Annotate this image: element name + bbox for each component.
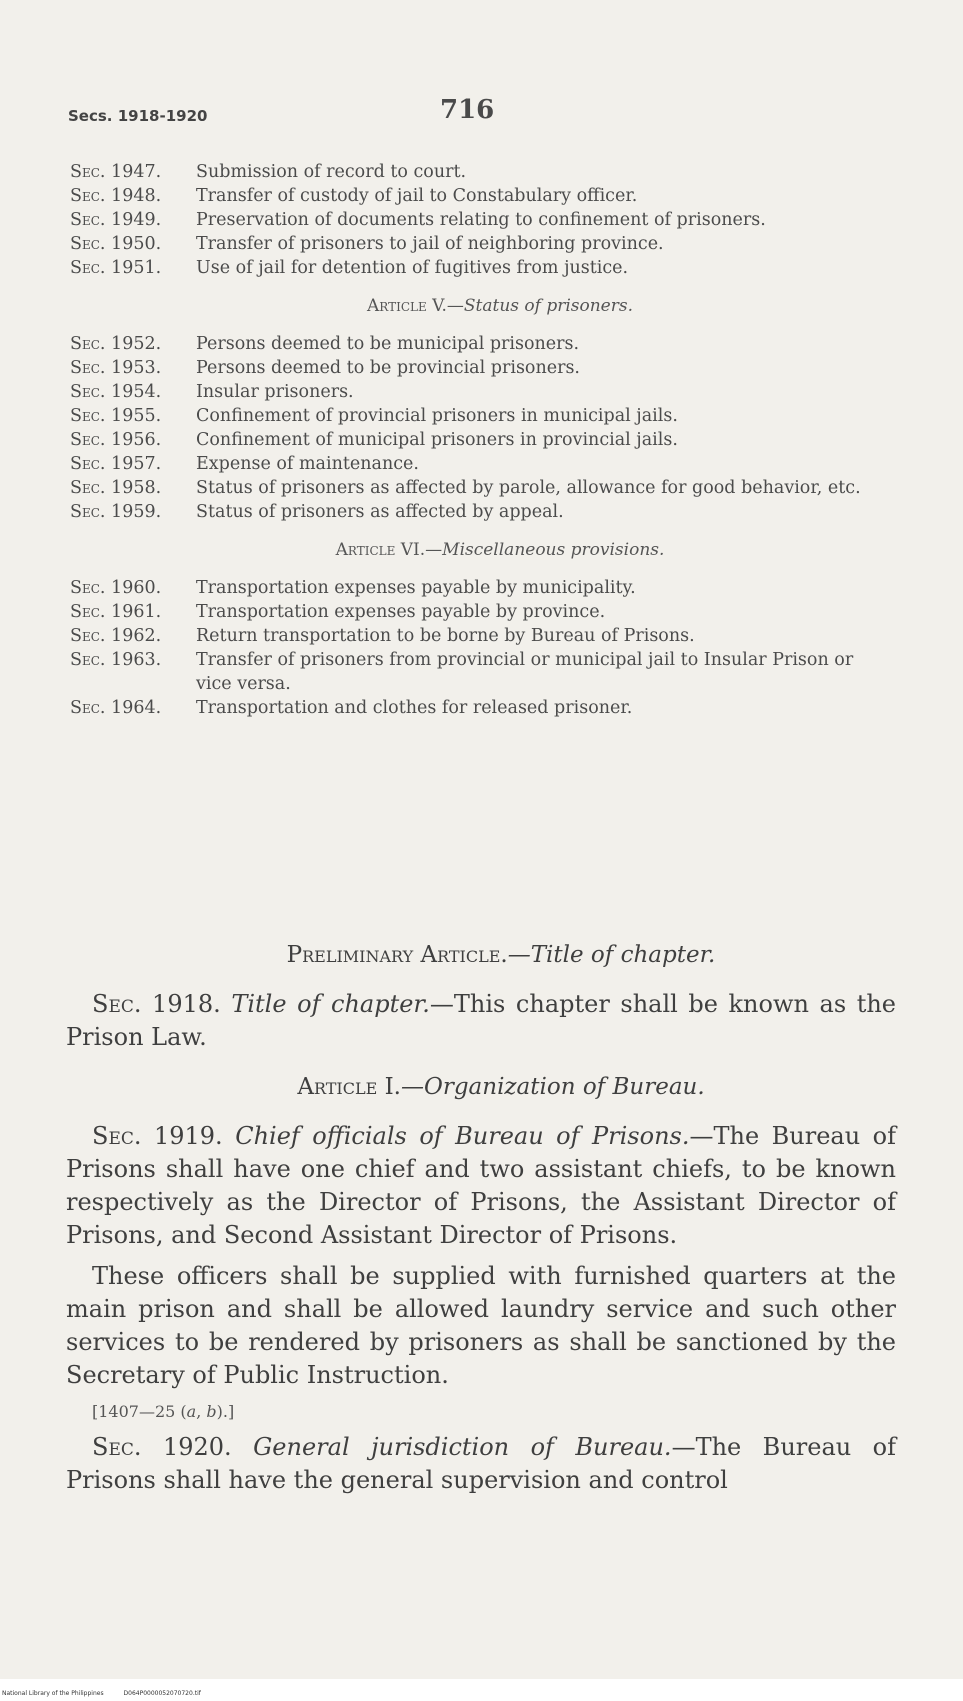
toc-entry <box>70 332 890 356</box>
article-i-heading <box>66 1074 896 1100</box>
toc-section-number: Sec. 1948. <box>70 186 162 206</box>
toc-entry <box>70 500 890 524</box>
section-title: General jurisdiction of Bureau. <box>253 1433 672 1461</box>
toc-entry <box>70 404 890 428</box>
toc-section-title: Transfer of custody of jail to Constabulary officer. <box>196 186 638 206</box>
toc-section-title: Transportation expenses payable by province. <box>196 602 606 622</box>
citation-subsection-b: b <box>206 1402 217 1421</box>
article-title: —Organization of Bureau. <box>400 1074 705 1100</box>
toc-section-number: Sec. 1951. <box>70 258 162 278</box>
toc-entry <box>70 208 890 232</box>
section-text: —The Bureau of Prisons shall have the general supervision and control <box>66 1433 897 1494</box>
citation-separator: , <box>196 1402 207 1421</box>
toc-section-title: Transfer of prisoners from provincial or municipal jail to Insular Prison or vice versa. <box>196 650 854 694</box>
article-v-heading <box>70 296 890 316</box>
toc-section-title: Preservation of documents relating to confinement of prisoners. <box>196 210 766 230</box>
section-1919 <box>66 1120 896 1252</box>
table-of-contents <box>70 160 890 720</box>
section-number: Sec. 1920. <box>92 1433 232 1461</box>
toc-entry <box>70 184 890 208</box>
citation-end: ).] <box>216 1402 235 1421</box>
toc-section-number: Sec. 1953. <box>70 358 162 378</box>
section-text: —The Bureau of Prisons shall have one chief and two assistant chiefs, to be known respectively as the Director of Prisons, the Assistant Director of Prisons, and Second Assistant Director of Prisons. <box>66 1122 897 1249</box>
toc-entry <box>70 232 890 256</box>
toc-section-number: Sec. 1959. <box>70 502 162 522</box>
toc-entry <box>70 576 890 600</box>
article-label: Article V. <box>367 296 447 316</box>
toc-entry <box>70 380 890 404</box>
toc-section-number: Sec. 1964. <box>70 698 162 718</box>
toc-group-article-v <box>70 332 890 524</box>
scan-footer-strip <box>0 1679 963 1701</box>
toc-group-article-iv <box>70 160 890 280</box>
toc-entry <box>70 624 890 648</box>
toc-entry <box>70 256 890 280</box>
toc-entry <box>70 452 890 476</box>
toc-section-title: Persons deemed to be provincial prisoners. <box>196 358 580 378</box>
toc-section-number: Sec. 1954. <box>70 382 162 402</box>
toc-section-number: Sec. 1952. <box>70 334 162 354</box>
toc-section-title: Transfer of prisoners to jail of neighboring province. <box>196 234 664 254</box>
toc-section-number: Sec. 1947. <box>70 162 162 182</box>
article-title: —Miscellaneous provisions. <box>425 540 665 560</box>
section-1919-paragraph-2: These officers shall be supplied with furnished quarters at the main prison and shall be allowed laundry service and such other services to be rendered by prisoners as shall be sanctioned by the Secretary of Public Instruction. <box>66 1262 896 1389</box>
article-title: —Status of prisoners. <box>446 296 633 316</box>
toc-section-number: Sec. 1958. <box>70 478 162 498</box>
section-number: Sec. 1919. <box>92 1122 223 1150</box>
toc-group-article-vi <box>70 576 890 720</box>
page-number: 716 <box>440 95 495 125</box>
running-head: Secs. 1918-1920 <box>68 107 208 125</box>
toc-section-title: Status of prisoners as affected by appeal. <box>196 502 564 522</box>
toc-section-title: Confinement of provincial prisoners in municipal jails. <box>196 406 678 426</box>
toc-section-title: Transportation expenses payable by municipality. <box>196 578 636 598</box>
toc-section-number: Sec. 1955. <box>70 406 162 426</box>
toc-entry <box>70 648 890 696</box>
toc-entry <box>70 600 890 624</box>
toc-section-title: Persons deemed to be municipal prisoners. <box>196 334 580 354</box>
library-name: National Library of the Philippines <box>2 1690 104 1697</box>
image-code: D064P0000052070720.tif <box>123 1690 201 1697</box>
toc-section-number: Sec. 1957. <box>70 454 162 474</box>
preliminary-article-heading <box>66 942 896 968</box>
toc-entry <box>70 428 890 452</box>
section-1918 <box>66 988 896 1054</box>
section-title: Title of chapter. <box>231 990 430 1018</box>
toc-section-title: Expense of maintenance. <box>196 454 419 474</box>
toc-entry <box>70 476 890 500</box>
toc-section-title: Transportation and clothes for released prisoner. <box>196 698 633 718</box>
citation-text: [1407—25 ( <box>92 1402 187 1421</box>
toc-entry <box>70 160 890 184</box>
article-title: —Title of chapter. <box>507 942 716 968</box>
toc-entry <box>70 356 890 380</box>
toc-section-title: Return transportation to be borne by Bureau of Prisons. <box>196 626 695 646</box>
toc-section-number: Sec. 1962. <box>70 626 162 646</box>
section-number: Sec. 1918. <box>92 990 221 1018</box>
toc-section-number: Sec. 1960. <box>70 578 162 598</box>
toc-section-title: Status of prisoners as affected by parole, allowance for good behavior, etc. <box>196 478 861 498</box>
toc-section-title: Insular prisoners. <box>196 382 354 402</box>
article-label: Article I. <box>297 1074 401 1100</box>
article-vi-heading <box>70 540 890 560</box>
page-header <box>68 95 888 135</box>
toc-section-number: Sec. 1963. <box>70 650 162 670</box>
scan-footer <box>2 1690 219 1697</box>
toc-section-number: Sec. 1961. <box>70 602 162 622</box>
article-label: Preliminary Article. <box>286 942 508 968</box>
toc-section-title: Submission of record to court. <box>196 162 467 182</box>
toc-section-title: Confinement of municipal prisoners in provincial jails. <box>196 430 678 450</box>
section-title: Chief officials of Bureau of Prisons. <box>235 1122 690 1150</box>
section-text: —This chapter shall be known as the Prison Law. <box>66 990 897 1051</box>
citation-subsection-a: a <box>186 1402 197 1421</box>
toc-section-number: Sec. 1950. <box>70 234 162 254</box>
article-label: Article VI. <box>335 540 426 560</box>
chapter-body <box>66 942 896 1497</box>
toc-section-number: Sec. 1956. <box>70 430 162 450</box>
section-1920 <box>66 1431 896 1497</box>
toc-entry <box>70 696 890 720</box>
citation <box>92 1402 896 1421</box>
toc-section-title: Use of jail for detention of fugitives from justice. <box>196 258 629 278</box>
toc-section-number: Sec. 1949. <box>70 210 162 230</box>
